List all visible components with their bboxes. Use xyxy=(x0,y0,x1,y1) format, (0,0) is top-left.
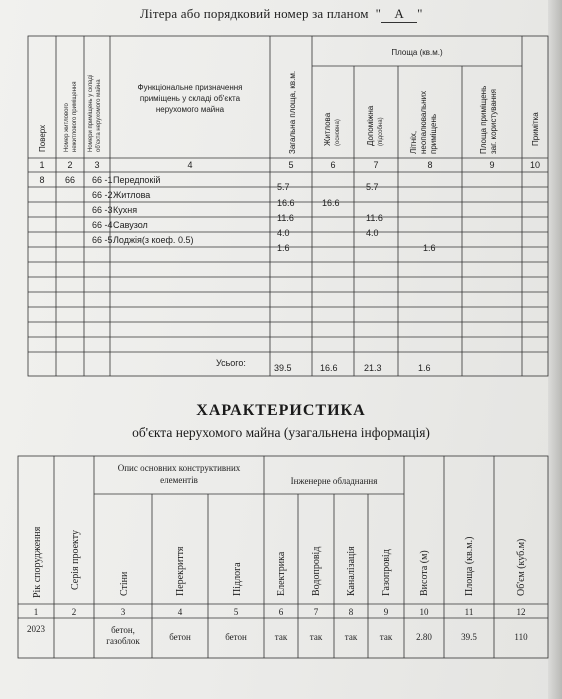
colnum: 8 xyxy=(427,160,433,170)
val-electric: так xyxy=(274,632,288,642)
hdr-flooring: Підлога xyxy=(232,562,243,596)
hdr-purpose-1: Функціональне призначення xyxy=(137,83,243,92)
val-height: 2.80 xyxy=(416,632,432,642)
cell-purpose: Лоджія(з коеф. 0.5) xyxy=(113,235,194,245)
colnum: 10 xyxy=(419,607,429,617)
cell-purpose: Савузол xyxy=(113,220,148,230)
val-gas: так xyxy=(379,632,393,642)
cell-room: 66 -1 xyxy=(92,175,113,185)
colnum: 7 xyxy=(313,607,319,617)
hdr-total: Загальна площа, кв.м. xyxy=(288,70,297,154)
hdr-purpose-3: нерухомого майна xyxy=(155,105,225,114)
val-walls-1: бетон, xyxy=(111,625,135,635)
cell-living: 16.6 xyxy=(322,198,340,208)
colnum: 4 xyxy=(187,160,193,170)
hdr-common-1: Площа приміщень xyxy=(479,85,488,154)
totals-aux: 21.3 xyxy=(364,363,382,373)
val-area: 39.5 xyxy=(461,632,477,642)
hdr-room-line1: Номери приміщень у складі xyxy=(88,74,94,152)
totals-summer: 1.6 xyxy=(418,363,431,373)
hdr-summer-3: приміщень xyxy=(429,113,438,154)
val-sewer: так xyxy=(344,632,358,642)
val-floors: бетон xyxy=(169,632,191,642)
cell-total: 5.7 xyxy=(277,182,290,192)
colnum: 5 xyxy=(288,160,294,170)
colnum: 9 xyxy=(489,160,495,170)
hdr-water: Водопровід xyxy=(311,546,322,596)
colnum: 1 xyxy=(39,160,45,170)
hdr-apt-line1: Номер житлового xyxy=(64,103,70,152)
hdr-living-sub: (основна) xyxy=(335,119,341,146)
cell-room: 66 -3 xyxy=(92,205,113,215)
cell-room: 66 -4 xyxy=(92,220,113,230)
colnum: 3 xyxy=(94,160,100,170)
colnum: 12 xyxy=(516,607,526,617)
hdr-summer-2: неопалювальних xyxy=(419,90,428,154)
hdr-gas: Газопровід xyxy=(381,549,392,596)
colnum: 3 xyxy=(120,607,126,617)
colnum: 5 xyxy=(233,607,239,617)
hdr-note: Примітка xyxy=(531,112,540,146)
hdr-apt-line2: нежитлового приміщення xyxy=(72,81,78,152)
val-volume: 110 xyxy=(514,632,528,642)
cell-purpose: Житлова xyxy=(113,190,151,200)
colnum: 9 xyxy=(383,607,389,617)
plan-letter-line: Літера або порядковий номер за планом " А " xyxy=(140,6,423,21)
hdr-common-2: заг. користування xyxy=(489,89,498,154)
totals-label: Усього: xyxy=(216,358,246,368)
characteristics-values-row xyxy=(27,624,528,646)
totals-living: 16.6 xyxy=(320,363,338,373)
colnum: 1 xyxy=(33,607,39,617)
hdr-purpose-2: приміщень у складі об'єкта xyxy=(139,94,241,103)
hdr-structural-2: елементів xyxy=(160,475,198,485)
hdr-electric: Електрика xyxy=(276,551,287,596)
cell-aux: 11.6 xyxy=(366,213,383,223)
cell-room: 66 -2 xyxy=(92,190,113,200)
hdr-walls: Стіни xyxy=(119,571,130,596)
hdr-area-group: Площа (кв.м.) xyxy=(391,48,443,57)
characteristics-title: ХАРАКТЕРИСТИКА xyxy=(196,402,366,419)
hdr-floor: Поверх xyxy=(38,124,47,152)
colnum: 6 xyxy=(278,607,284,617)
cell-floor: 8 xyxy=(39,175,45,185)
plan-letter-label: Літера або порядковий номер за планом xyxy=(140,6,369,21)
hdr-height: Висота (м) xyxy=(419,550,430,596)
hdr-summer-1: Літніх, xyxy=(409,130,418,154)
hdr-living: Житлова xyxy=(323,112,332,146)
hdr-area: Площа (кв.м.) xyxy=(464,536,475,596)
cell-total: 11.6 xyxy=(277,213,294,223)
hdr-room-line2: об'єкта нерухомого майна xyxy=(96,79,102,152)
colnum: 6 xyxy=(330,160,336,170)
colnum: 4 xyxy=(177,607,183,617)
val-year: 2023 xyxy=(27,624,45,634)
colnum: 10 xyxy=(529,160,541,170)
cell-total: 1.6 xyxy=(277,243,290,253)
cell-room: 66 -5 xyxy=(92,235,113,245)
colnum: 2 xyxy=(71,607,77,617)
colnum: 8 xyxy=(348,607,354,617)
hdr-engineering: Інженерне обладнання xyxy=(290,476,378,486)
hdr-aux: Допоміжна xyxy=(366,105,375,146)
val-flooring: бетон xyxy=(225,632,247,642)
hdr-floors: Перекриття xyxy=(175,546,186,596)
cell-purpose: Передпокій xyxy=(113,175,161,185)
characteristics-subtitle: об'єкта нерухомого майна (узагальнена інформація) xyxy=(132,425,430,440)
hdr-aux-sub: (підсобна) xyxy=(378,117,384,146)
colnum: 11 xyxy=(464,607,474,617)
hdr-volume: Об'єм (куб.м) xyxy=(516,538,527,596)
plan-letter-value: А xyxy=(381,6,417,23)
cell-aux: 5.7 xyxy=(366,182,379,192)
cell-total: 4.0 xyxy=(277,228,290,238)
cell-total: 16.6 xyxy=(277,198,295,208)
totals-total: 39.5 xyxy=(274,363,292,373)
cell-summer: 1.6 xyxy=(423,243,436,253)
colnum: 7 xyxy=(373,160,379,170)
hdr-structural-1: Опис основних конструктивних xyxy=(117,463,241,473)
cell-purpose: Кухня xyxy=(113,205,138,215)
hdr-series: Серія проекту xyxy=(70,530,81,590)
cell-aux: 4.0 xyxy=(366,228,379,238)
val-walls-2: газоблок xyxy=(106,636,140,646)
hdr-sewer: Каналізація xyxy=(346,546,357,596)
cell-apt: 66 xyxy=(64,175,76,185)
colnum: 2 xyxy=(67,160,73,170)
hdr-year: Рік спорудження xyxy=(32,526,43,598)
val-water: так xyxy=(309,632,323,642)
